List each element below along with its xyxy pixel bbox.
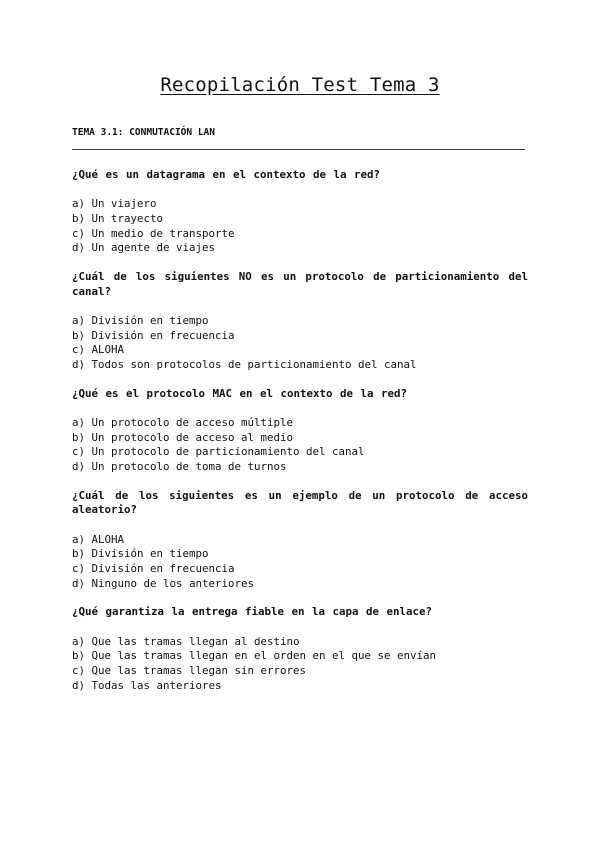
option-b: b) Un trayecto — [72, 211, 164, 225]
question-2 — [72, 270, 528, 373]
option-a: a) Un protocolo de acceso múltiple — [72, 415, 294, 429]
option-list — [72, 314, 528, 373]
question-3 — [72, 387, 528, 475]
option-d: d) Ninguno de los anteriores — [72, 576, 255, 590]
question-1 — [72, 168, 528, 256]
option-d: d) Un agente de viajes — [72, 241, 216, 255]
option-c: c) ALOHA — [72, 343, 125, 357]
question-text: ¿Qué es un datagrama en el contexto de la red? — [72, 168, 381, 181]
option-b: b) División en frecuencia — [72, 328, 235, 342]
option-d: d) Un protocolo de toma de turnos — [72, 460, 287, 474]
option-list — [72, 197, 528, 256]
option-a: a) Un viajero — [72, 197, 157, 211]
option-list — [72, 533, 528, 592]
option-c: c) Un medio de transporte — [72, 226, 235, 240]
question-list — [72, 168, 528, 707]
option-a: a) Que las tramas llegan al destino — [72, 634, 300, 648]
question-text: ¿Cuál de los siguientes es un ejemplo de un protocolo de acceso aleatorio? — [72, 488, 528, 517]
option-d: d) Todas las anteriores — [72, 678, 222, 692]
question-5 — [72, 605, 528, 693]
option-c: c) Que las tramas llegan sin errores — [72, 664, 307, 678]
option-c: c) Un protocolo de particionamiento del canal — [72, 445, 365, 459]
document-title-text: Recopilación Test Tema 3 — [160, 74, 440, 96]
option-b: b) Que las tramas llegan en el orden en el que se envían — [72, 649, 437, 663]
option-list — [72, 416, 528, 475]
option-a: a) División en tiempo — [72, 313, 209, 327]
option-list — [72, 635, 528, 694]
question-4 — [72, 489, 528, 592]
section-divider — [72, 149, 525, 150]
option-c: c) División en frecuencia — [72, 562, 235, 576]
option-d: d) Todos son protocolos de particionamiento del canal — [72, 358, 417, 372]
document-title — [0, 74, 600, 96]
question-text: ¿Qué es el protocolo MAC en el contexto de la red? — [72, 386, 408, 400]
option-b: b) División en tiempo — [72, 547, 209, 561]
question-text: ¿Qué garantiza la entrega fiable en la capa de enlace? — [72, 605, 433, 619]
question-text: ¿Cuál de los siguientes NO es un protocolo de particionamiento del canal? — [72, 270, 528, 298]
option-a: a) ALOHA — [72, 532, 125, 546]
section-heading: TEMA 3.1: CONMUTACIÓN LAN — [72, 127, 215, 138]
option-b: b) Un protocolo de acceso al medio — [72, 430, 294, 444]
